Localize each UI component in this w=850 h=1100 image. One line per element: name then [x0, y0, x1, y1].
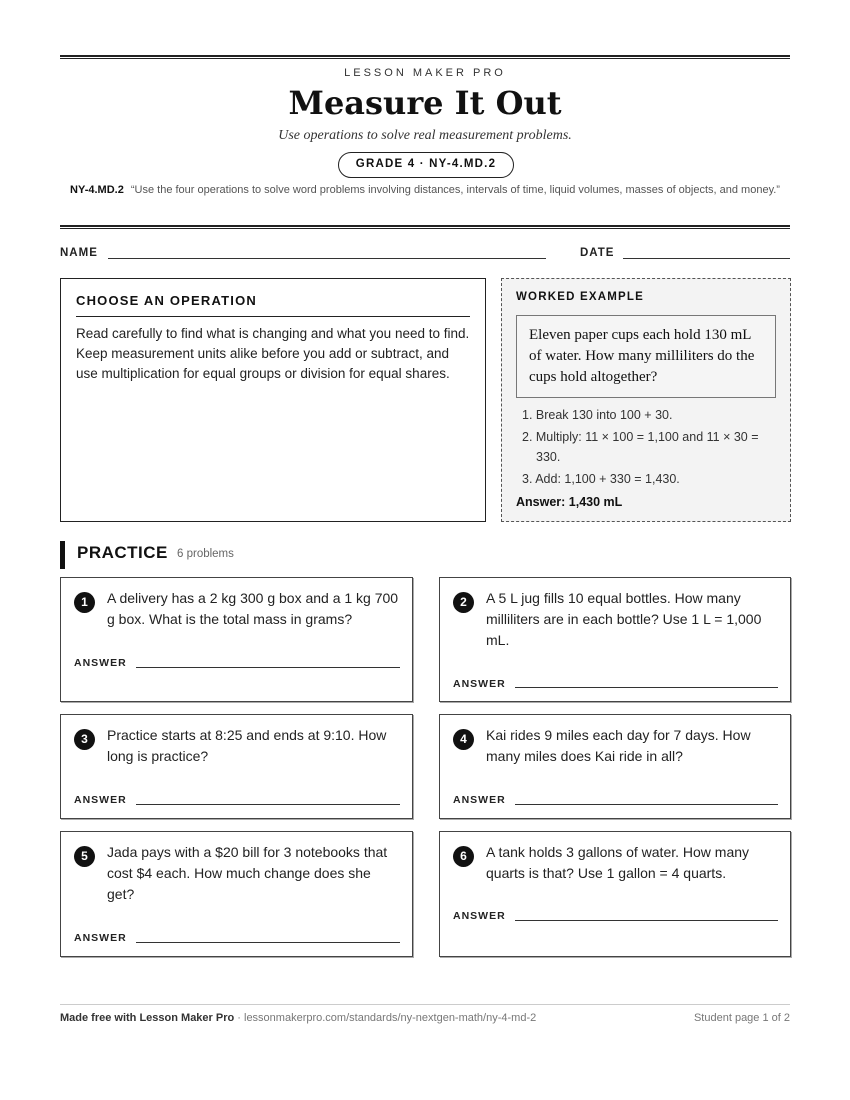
problem-number: 4 — [453, 729, 474, 750]
operation-guide-title: CHOOSE AN OPERATION — [76, 293, 470, 317]
operation-guide-box — [60, 278, 486, 522]
answer-label: ANSWER — [74, 932, 127, 944]
answer-label: ANSWER — [74, 794, 127, 806]
problem-text: A 5 L jug fills 10 equal bottles. How many milliliters are in each bottle? Use 1 L = 1,000 mL. — [486, 590, 762, 648]
problem-number: 2 — [453, 592, 474, 613]
worked-example-step: 3. Add: 1,100 + 330 = 1,430. — [522, 472, 680, 486]
footer-made-with: Made free with Lesson Maker Pro — [60, 1012, 235, 1024]
problem-text: Jada pays with a $20 bill for 3 notebooks that cost $4 each. How much change does she get? — [107, 844, 388, 902]
header-top-rule — [60, 55, 790, 59]
footer-rule — [60, 1004, 790, 1005]
answer-field[interactable] — [136, 942, 400, 943]
practice-title: PRACTICE — [77, 543, 168, 562]
practice-count: 6 problems — [177, 548, 234, 560]
worked-example-step: 1. Break 130 into 100 + 30. — [522, 408, 673, 422]
operation-guide-text: Read carefully to find what is changing and what you need to find. Keep measurement units alike before you add or subtract, and use multiplication for equal groups or division for equal shares. — [76, 326, 470, 381]
problem-number: 5 — [74, 846, 95, 867]
answer-field[interactable] — [136, 667, 400, 668]
footer-credit — [60, 1012, 536, 1024]
problem-number: 6 — [453, 846, 474, 867]
problem-card-1 — [60, 577, 413, 702]
answer-field[interactable] — [515, 804, 778, 805]
practice-accent-bar — [60, 541, 65, 569]
problem-text: A delivery has a 2 kg 300 g box and a 1 kg 700 g box. What is the total mass in grams? — [107, 590, 399, 627]
problem-text: A tank holds 3 gallons of water. How many quarts is that? Use 1 gallon = 4 quarts. — [486, 844, 750, 881]
footer-url[interactable]: · lessonmakerpro.com/standards/ny-nextgen-math/ny-4-md-2 — [234, 1012, 537, 1024]
footer-page-number: Student page 1 of 2 — [693, 1012, 790, 1024]
worksheet-title: Measure It Out — [288, 84, 562, 122]
problem-card-2 — [439, 577, 791, 702]
name-label: NAME — [60, 247, 98, 259]
problem-card-4 — [439, 714, 791, 819]
worked-example-answer: Answer: 1,430 mL — [516, 495, 623, 509]
standard-text: “Use the four operations to solve word problems involving distances, intervals of time, liquid volumes, masses of objects, and money.” — [130, 184, 780, 196]
problem-card-5 — [60, 831, 413, 957]
worked-example-box — [501, 278, 791, 522]
answer-field[interactable] — [515, 687, 778, 688]
standard-description — [60, 182, 790, 198]
worksheet-subtitle: Use operations to solve real measurement problems. — [278, 128, 572, 143]
standard-code: NY-4.MD.2 — [70, 184, 124, 196]
answer-label: ANSWER — [453, 794, 506, 806]
brand-name: LESSON MAKER PRO — [344, 67, 506, 79]
problem-text: Kai rides 9 miles each day for 7 days. How many miles does Kai ride in all? — [486, 727, 751, 764]
answer-field[interactable] — [515, 920, 778, 921]
problem-card-3 — [60, 714, 413, 819]
answer-label: ANSWER — [453, 910, 506, 922]
problem-number: 3 — [74, 729, 95, 750]
answer-label: ANSWER — [453, 678, 506, 690]
worked-example-title: WORKED EXAMPLE — [516, 291, 644, 303]
problem-number: 1 — [74, 592, 95, 613]
answer-label: ANSWER — [74, 657, 127, 669]
grade-badge: GRADE 4 · NY-4.MD.2 — [338, 152, 514, 178]
worked-example-problem: Eleven paper cups each hold 130 mL of water. How many milliliters do the cups hold altogether? — [516, 315, 776, 398]
worked-example-step: 2. Multiply: 11 × 100 = 1,100 and 11 × 30 = 330. — [522, 430, 759, 464]
date-label: DATE — [580, 247, 615, 259]
answer-field[interactable] — [136, 804, 400, 805]
name-field[interactable] — [108, 258, 546, 259]
worked-example-steps — [516, 405, 776, 489]
problem-card-6 — [439, 831, 791, 957]
problem-text: Practice starts at 8:25 and ends at 9:10. How long is practice? — [107, 727, 387, 764]
date-field[interactable] — [623, 258, 790, 259]
header-bottom-rule — [60, 225, 790, 229]
